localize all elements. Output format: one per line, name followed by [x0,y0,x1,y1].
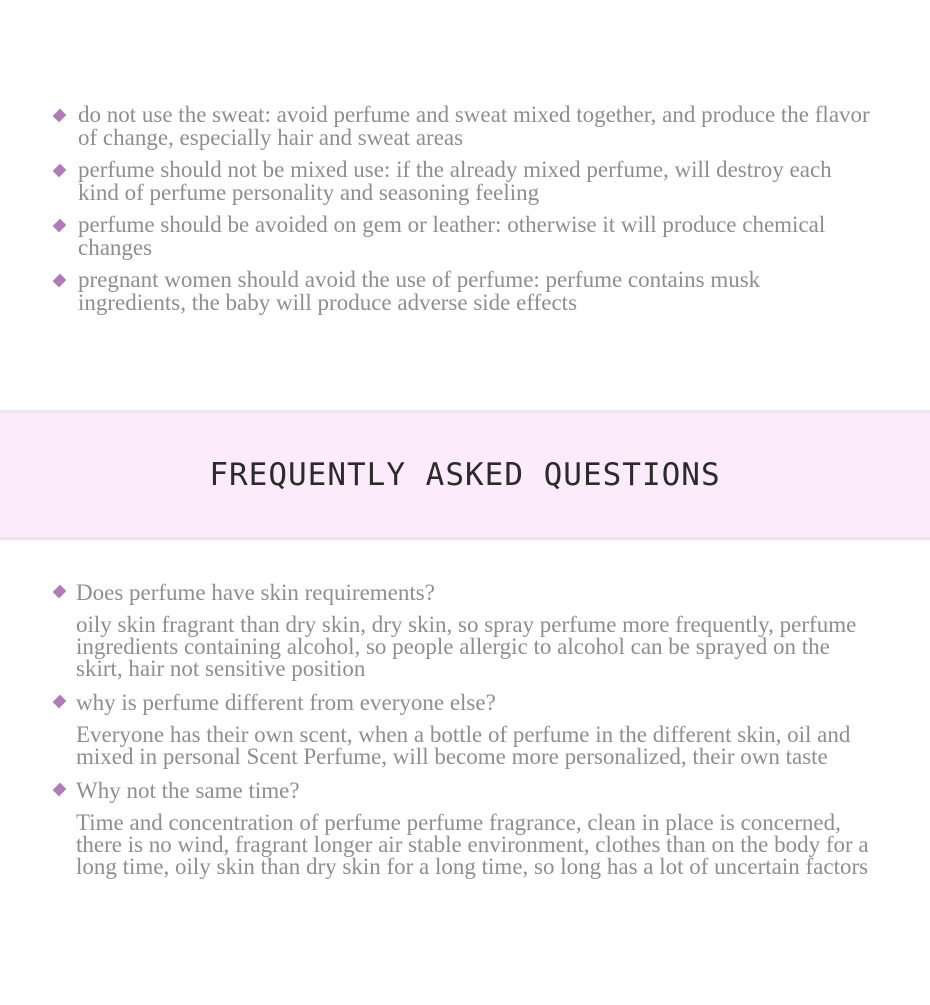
tip-text: do not use the sweat: avoid perfume and sweat mixed together, and produce the flavor of change, especially hair and sweat areas [78,102,870,150]
faq-item [50,581,880,680]
tip-item [50,158,870,204]
tip-text: perfume should be avoided on gem or leather: otherwise it will produce chemical changes [78,212,826,260]
tip-item [50,268,870,314]
tip-text: pregnant women should avoid the use of perfume: perfume contains musk ingredients, the baby will produce adverse side effects [78,267,761,315]
faq-item [50,691,880,768]
faq-answer: oily skin fragrant than dry skin, dry skin, so spray perfume more frequently, perfume ingredients containing alcohol, so people allergic to alcohol can be sprayed on the skirt, hair not sensitive position [76,612,857,681]
perfume-usage-tips [50,103,870,323]
faq-question: Why not the same time? [76,778,300,803]
diamond-bullet-icon [53,219,67,233]
diamond-bullet-icon [53,695,67,709]
tip-item [50,213,870,259]
tip-text: perfume should not be mixed use: if the already mixed perfume, will destroy each kind of perfume personality and seasoning feeling [78,157,832,205]
faq-item [50,779,880,878]
diamond-bullet-icon [53,164,67,178]
faq-question: why is perfume different from everyone else? [76,690,496,715]
diamond-bullet-icon [53,585,67,599]
diamond-bullet-icon [53,783,67,797]
faq-list [50,581,880,889]
diamond-bullet-icon [53,109,67,123]
faq-banner [0,410,930,540]
tip-item [50,103,870,149]
faq-title: FREQUENTLY ASKED QUESTIONS [209,457,721,493]
faq-question: Does perfume have skin requirements? [76,580,435,605]
faq-answer: Time and concentration of perfume perfume fragrance, clean in place is concerned, there is no wind, fragrant longer air stable environment, clothes than on the body for a long time, oily skin than dry skin for a long time, so long has a lot of uncertain factors [76,810,869,879]
diamond-bullet-icon [53,274,67,288]
faq-answer: Everyone has their own scent, when a bottle of perfume in the different skin, oil and mixed in personal Scent Perfume, will become more personalized, their own taste [76,722,851,769]
